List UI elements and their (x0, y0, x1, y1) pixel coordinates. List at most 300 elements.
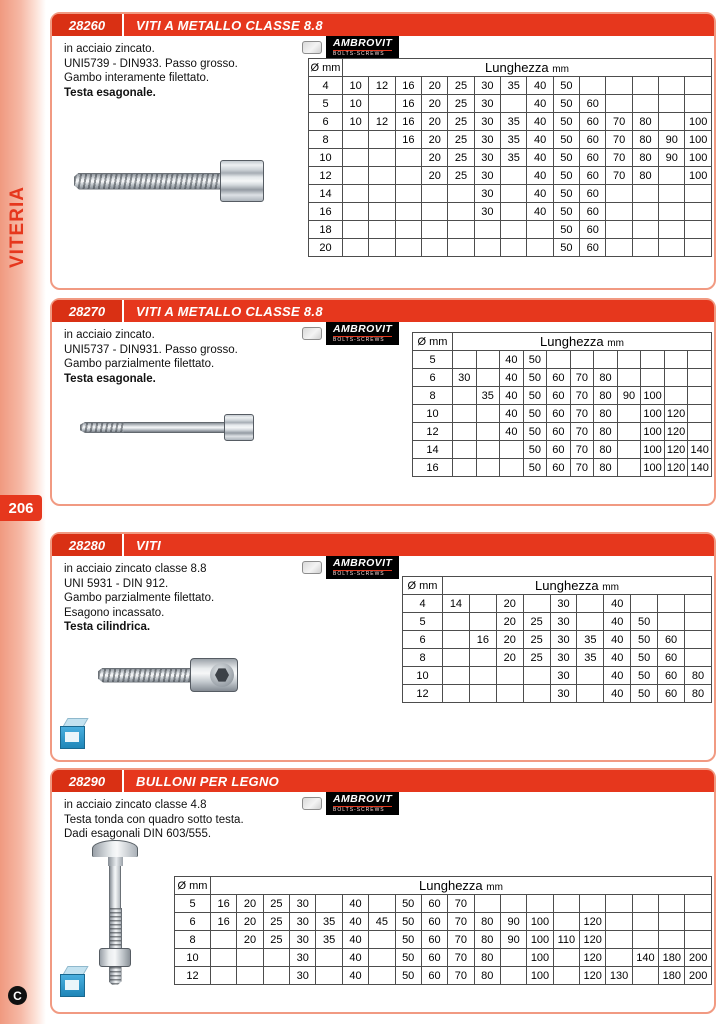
length-cell: 25 (263, 913, 289, 931)
size-row (309, 167, 712, 185)
diameter-cell: 4 (309, 77, 343, 95)
product-description (64, 562, 214, 635)
package-box-front (60, 726, 85, 749)
size-row (413, 423, 712, 441)
product-title: VITI A METALLO CLASSE 8.8 (136, 17, 323, 33)
length-cell (658, 613, 685, 631)
length-cell (443, 613, 470, 631)
length-cell: 50 (553, 113, 579, 131)
description-lines (64, 798, 244, 842)
bolt-thread (109, 908, 122, 948)
sidebar-category-label: VITERIA (7, 186, 28, 268)
partially-threaded-hex-bolt-image (80, 414, 254, 441)
length-cell (632, 185, 658, 203)
length-cell: 30 (290, 967, 316, 985)
length-cell (316, 895, 342, 913)
bolt-hex-head (220, 160, 264, 202)
length-cell: 50 (553, 185, 579, 203)
length-cell: 30 (290, 895, 316, 913)
length-cell (659, 221, 685, 239)
length-cell: 40 (500, 405, 524, 423)
size-row (309, 185, 712, 203)
length-cell (685, 77, 712, 95)
ambrovit-logo (302, 556, 399, 579)
length-cell: 35 (577, 631, 604, 649)
size-row (403, 685, 712, 703)
length-cell (501, 239, 527, 257)
length-cell: 90 (617, 387, 641, 405)
length-cell (469, 595, 496, 613)
description-bold-line: Testa cilindrica. (64, 621, 151, 633)
length-cell: 60 (547, 423, 571, 441)
length-cell: 30 (474, 185, 500, 203)
diameter-cell: 10 (309, 149, 343, 167)
length-cell (659, 913, 685, 931)
length-cell: 70 (570, 387, 594, 405)
length-cell (617, 441, 641, 459)
length-cell: 30 (290, 931, 316, 949)
length-cell (685, 239, 712, 257)
length-cell: 120 (664, 441, 688, 459)
length-cell: 200 (685, 967, 712, 985)
length-cell (422, 239, 448, 257)
length-cell (594, 351, 618, 369)
length-cell (553, 967, 579, 985)
length-cell: 20 (422, 149, 448, 167)
description-line: Esagono incassato. (64, 606, 165, 619)
size-table (174, 876, 712, 985)
length-cell (369, 95, 395, 113)
length-cell: 12 (369, 113, 395, 131)
product-code: 28290 (52, 770, 124, 792)
length-cell: 60 (421, 931, 447, 949)
length-cell: 35 (501, 131, 527, 149)
length-cell: 70 (606, 131, 632, 149)
length-cell: 120 (580, 913, 606, 931)
length-cell (395, 167, 421, 185)
length-cell: 60 (547, 459, 571, 477)
length-cell (606, 931, 632, 949)
fully-threaded-hex-bolt-image (74, 160, 264, 202)
length-cell (617, 459, 641, 477)
brand-wordmark (326, 792, 399, 815)
size-row (413, 387, 712, 405)
length-cell (685, 613, 712, 631)
length-cell (501, 203, 527, 221)
length-cell (316, 949, 342, 967)
length-cell: 50 (523, 441, 547, 459)
length-cell: 60 (580, 239, 606, 257)
length-cell (469, 649, 496, 667)
length-cell (211, 931, 237, 949)
length-cell: 60 (547, 405, 571, 423)
length-cell (659, 95, 685, 113)
ambrovit-logo (302, 36, 399, 59)
length-cell: 40 (527, 131, 553, 149)
length-cell: 70 (448, 895, 474, 913)
length-cell (641, 369, 665, 387)
length-cell (523, 667, 550, 685)
length-cell: 90 (500, 931, 526, 949)
diameter-header: Ø mm (309, 59, 343, 77)
length-cell: 140 (632, 949, 658, 967)
length-cell: 30 (474, 167, 500, 185)
length-cell (453, 387, 477, 405)
diameter-cell: 4 (403, 595, 443, 613)
length-cell: 120 (580, 967, 606, 985)
length-cell: 70 (570, 405, 594, 423)
size-table (308, 58, 712, 257)
product-card-28290 (50, 768, 716, 1014)
length-cell (685, 203, 712, 221)
size-row (309, 203, 712, 221)
description-line: Dadi esagonali DIN 603/555. (64, 828, 212, 840)
length-cell: 100 (641, 459, 665, 477)
size-row (175, 913, 712, 931)
length-cell: 60 (658, 685, 685, 703)
length-cell: 50 (631, 631, 658, 649)
size-table (402, 576, 712, 703)
length-cell: 16 (395, 77, 421, 95)
length-cell: 35 (501, 77, 527, 95)
description-line: in acciaio zincato classe 4.8 (64, 799, 207, 811)
length-cell: 60 (658, 667, 685, 685)
diameter-cell: 5 (413, 351, 453, 369)
length-cell (501, 221, 527, 239)
length-cell (369, 967, 395, 985)
length-cell: 50 (523, 387, 547, 405)
length-cell: 80 (594, 387, 618, 405)
product-title: BULLONI PER LEGNO (136, 773, 280, 789)
size-row (413, 441, 712, 459)
length-cell (500, 967, 526, 985)
length-cell (476, 369, 500, 387)
diameter-cell: 8 (309, 131, 343, 149)
length-cell (659, 931, 685, 949)
length-cell (685, 895, 712, 913)
length-cell (685, 595, 712, 613)
size-row (403, 649, 712, 667)
length-cell (343, 203, 369, 221)
bolt-shank (109, 866, 121, 908)
cylindrical-head (190, 658, 238, 692)
length-cell (523, 595, 550, 613)
length-cell (632, 931, 658, 949)
length-cell: 90 (659, 131, 685, 149)
length-cell (453, 459, 477, 477)
length-cell: 35 (316, 931, 342, 949)
length-cell (476, 423, 500, 441)
brand-name: AMBROVIT (333, 793, 393, 805)
length-cell: 50 (395, 913, 421, 931)
length-cell: 60 (421, 913, 447, 931)
length-cell (527, 895, 553, 913)
length-cell: 25 (523, 649, 550, 667)
length-cell: 30 (453, 369, 477, 387)
length-cell (369, 185, 395, 203)
length-cell: 10 (343, 77, 369, 95)
length-cell (606, 949, 632, 967)
length-cell (606, 895, 632, 913)
length-cell: 70 (448, 967, 474, 985)
length-cell: 40 (500, 387, 524, 405)
length-cell: 80 (632, 149, 658, 167)
length-cell (685, 913, 712, 931)
length-cell: 70 (606, 113, 632, 131)
diameter-header: Ø mm (413, 333, 453, 351)
product-card-28280 (50, 532, 716, 762)
length-cell (553, 895, 579, 913)
length-cell: 30 (474, 95, 500, 113)
diameter-cell: 10 (175, 949, 211, 967)
length-cell: 60 (580, 113, 606, 131)
diameter-cell: 18 (309, 221, 343, 239)
length-cell (369, 221, 395, 239)
length-cell (685, 185, 712, 203)
length-cell (453, 423, 477, 441)
card-header (52, 770, 714, 792)
description-line: in acciaio zincato. (64, 43, 155, 55)
length-cell: 100 (641, 423, 665, 441)
length-cell: 30 (474, 203, 500, 221)
description-line: Gambo parzialmente filettato. (64, 358, 215, 370)
size-row (175, 931, 712, 949)
length-cell: 20 (496, 613, 523, 631)
size-row (413, 369, 712, 387)
length-cell: 50 (523, 459, 547, 477)
length-cell: 60 (580, 221, 606, 239)
length-cell: 40 (342, 913, 368, 931)
length-cell: 30 (550, 631, 577, 649)
length-cell: 35 (501, 149, 527, 167)
length-cell (343, 131, 369, 149)
length-cell: 100 (685, 167, 712, 185)
length-cell: 40 (527, 149, 553, 167)
length-cell: 50 (553, 131, 579, 149)
length-cell: 50 (395, 895, 421, 913)
length-cell (343, 221, 369, 239)
brand-stamp-icon (302, 797, 322, 810)
length-cell (211, 967, 237, 985)
length-cell (606, 95, 632, 113)
length-cell: 25 (448, 149, 474, 167)
length-cell: 10 (343, 95, 369, 113)
length-cell: 50 (553, 77, 579, 95)
length-cell (580, 895, 606, 913)
length-cell (688, 369, 712, 387)
length-cell (617, 351, 641, 369)
length-cell: 70 (570, 423, 594, 441)
length-cell (476, 351, 500, 369)
length-cell (443, 667, 470, 685)
length-cell: 50 (631, 613, 658, 631)
length-cell: 20 (422, 131, 448, 149)
length-cell (659, 167, 685, 185)
brand-subtitle: BOLTS-SCREWS (333, 570, 392, 577)
length-cell (570, 351, 594, 369)
length-cell (469, 613, 496, 631)
diameter-cell: 6 (403, 631, 443, 649)
length-cell: 20 (422, 77, 448, 95)
length-cell (453, 351, 477, 369)
diameter-cell: 5 (175, 895, 211, 913)
length-cell: 70 (570, 441, 594, 459)
diameter-cell: 6 (309, 113, 343, 131)
length-cell: 50 (395, 931, 421, 949)
length-cell: 30 (550, 649, 577, 667)
product-code: 28280 (52, 534, 124, 556)
length-cell: 30 (550, 613, 577, 631)
length-cell (688, 387, 712, 405)
length-cell: 25 (448, 167, 474, 185)
description-line: in acciaio zincato classe 8.8 (64, 563, 207, 575)
description-bold-line: Testa esagonale. (64, 86, 156, 99)
table-header-row (403, 577, 712, 595)
length-cell: 14 (443, 595, 470, 613)
length-cell: 100 (685, 131, 712, 149)
length-cell: 30 (550, 685, 577, 703)
length-cell: 120 (664, 423, 688, 441)
length-cell (422, 221, 448, 239)
length-cell (577, 595, 604, 613)
length-cell: 50 (631, 685, 658, 703)
length-cell: 60 (580, 185, 606, 203)
length-cell (476, 459, 500, 477)
length-cell: 40 (342, 895, 368, 913)
length-cell (500, 441, 524, 459)
length-cell (659, 895, 685, 913)
length-cell: 80 (685, 667, 712, 685)
product-card-28270 (50, 298, 716, 506)
length-cell: 70 (606, 149, 632, 167)
length-cell: 100 (641, 387, 665, 405)
length-cell (369, 203, 395, 221)
product-title: VITI A METALLO CLASSE 8.8 (136, 303, 323, 319)
diameter-cell: 8 (403, 649, 443, 667)
length-cell: 40 (604, 667, 631, 685)
brand-wordmark (326, 322, 399, 345)
length-cell (659, 203, 685, 221)
length-cell: 50 (553, 221, 579, 239)
length-cell (659, 185, 685, 203)
length-cell (688, 423, 712, 441)
length-cell (632, 203, 658, 221)
product-card-28260 (50, 12, 716, 290)
diameter-cell: 10 (413, 405, 453, 423)
length-cell (632, 913, 658, 931)
length-cell (527, 239, 553, 257)
length-cell (443, 649, 470, 667)
length-cell: 90 (500, 913, 526, 931)
length-cell (443, 631, 470, 649)
length-cell: 25 (448, 131, 474, 149)
diameter-header: Ø mm (175, 877, 211, 895)
length-cell: 60 (580, 95, 606, 113)
diameter-cell: 16 (309, 203, 343, 221)
diameter-cell: 10 (403, 667, 443, 685)
length-cell (395, 203, 421, 221)
length-cell: 25 (263, 895, 289, 913)
length-cell: 80 (474, 913, 500, 931)
size-row (403, 667, 712, 685)
length-cell (688, 405, 712, 423)
length-cell: 120 (580, 931, 606, 949)
length-cell (685, 649, 712, 667)
card-header (52, 300, 714, 322)
length-cell (453, 441, 477, 459)
length-cell: 180 (659, 967, 685, 985)
length-cell (500, 459, 524, 477)
length-cell: 25 (263, 931, 289, 949)
length-cell: 40 (527, 203, 553, 221)
length-cell: 60 (547, 441, 571, 459)
length-header: Lunghezza mm (453, 333, 712, 351)
length-cell (469, 685, 496, 703)
diameter-cell: 6 (175, 913, 211, 931)
length-cell: 100 (527, 949, 553, 967)
carriage-bolt-image (92, 840, 138, 985)
length-cell: 50 (523, 405, 547, 423)
card-header (52, 534, 714, 556)
diameter-cell: 12 (403, 685, 443, 703)
length-cell: 80 (594, 459, 618, 477)
length-cell: 100 (685, 149, 712, 167)
length-cell (632, 221, 658, 239)
brand-name: AMBROVIT (333, 37, 393, 49)
length-cell: 50 (553, 95, 579, 113)
size-row (403, 631, 712, 649)
length-cell: 30 (474, 113, 500, 131)
length-cell (476, 441, 500, 459)
length-cell: 50 (523, 369, 547, 387)
length-cell (577, 685, 604, 703)
length-cell (641, 351, 665, 369)
length-cell (632, 77, 658, 95)
length-cell (237, 949, 263, 967)
size-row (309, 77, 712, 95)
length-cell (369, 895, 395, 913)
length-cell: 60 (580, 149, 606, 167)
length-cell: 25 (448, 95, 474, 113)
product-description (64, 798, 244, 842)
length-cell (664, 369, 688, 387)
length-cell: 30 (474, 131, 500, 149)
publisher-logo-icon: C (8, 986, 27, 1005)
length-cell: 200 (685, 949, 712, 967)
length-cell: 30 (290, 913, 316, 931)
ambrovit-logo (302, 792, 399, 815)
length-cell (395, 149, 421, 167)
length-cell (422, 185, 448, 203)
hex-nut (99, 948, 131, 967)
length-cell: 80 (594, 369, 618, 387)
size-row (309, 221, 712, 239)
length-cell: 50 (523, 423, 547, 441)
length-cell: 40 (604, 595, 631, 613)
length-cell: 40 (604, 631, 631, 649)
brand-stamp-icon (302, 41, 322, 54)
bolt-hex-head (224, 414, 254, 441)
length-cell: 80 (594, 423, 618, 441)
length-cell: 80 (594, 441, 618, 459)
hex-socket-icon (210, 663, 234, 687)
length-cell: 50 (395, 967, 421, 985)
length-cell (474, 895, 500, 913)
screw-thread (98, 668, 190, 683)
length-cell: 60 (421, 949, 447, 967)
length-cell: 70 (448, 913, 474, 931)
length-cell: 40 (527, 77, 553, 95)
